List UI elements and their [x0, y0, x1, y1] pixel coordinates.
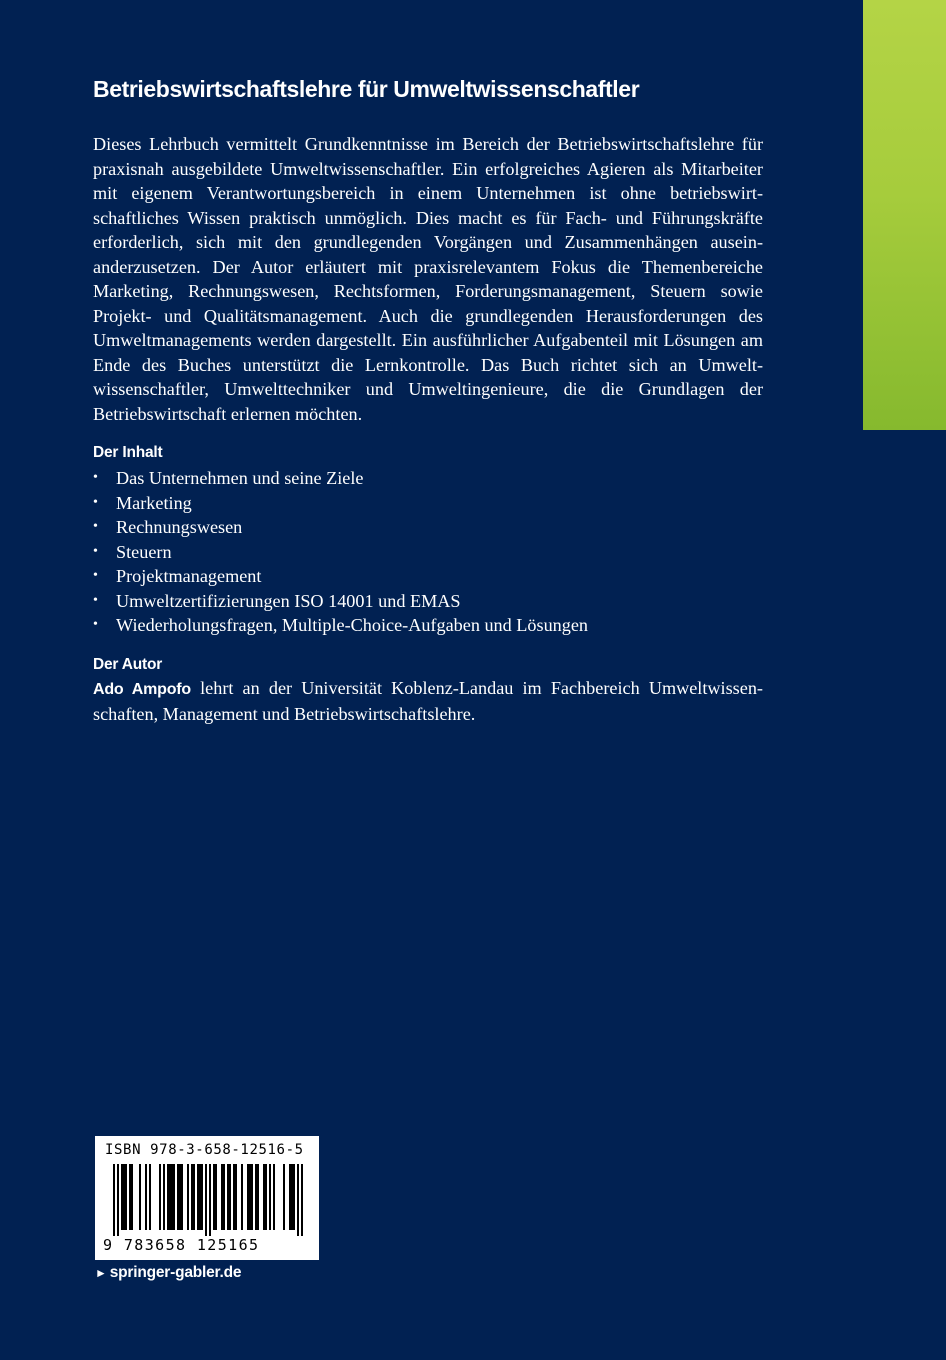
barcode-bar	[167, 1164, 169, 1230]
barcode-bar	[201, 1164, 203, 1230]
barcode-bar	[131, 1164, 133, 1230]
barcode-bar	[117, 1164, 119, 1236]
barcode-bar	[257, 1164, 259, 1230]
list-item: • Wiederholungsfragen, Multiple-Choice-Aufgaben und Lösungen	[93, 613, 763, 638]
website-url: springer-gabler.de	[109, 1264, 242, 1281]
barcode-bar	[149, 1164, 151, 1230]
list-item: • Das Unternehmen und seine Ziele	[93, 466, 763, 491]
barcode-bar	[121, 1164, 123, 1230]
barcode-bar	[289, 1164, 291, 1230]
author-paragraph	[93, 676, 763, 727]
barcode-bar	[197, 1164, 199, 1230]
barcode-bar	[265, 1164, 267, 1230]
isbn-barcode	[95, 1136, 319, 1260]
barcode-bar	[297, 1164, 299, 1236]
barcode-bar	[191, 1164, 193, 1230]
barcode-bar	[123, 1164, 125, 1230]
barcode-bar	[223, 1164, 225, 1230]
barcode-bar	[125, 1164, 127, 1230]
bullet-icon: •	[93, 494, 98, 510]
barcode-bar	[199, 1164, 201, 1230]
barcode-bar	[233, 1164, 235, 1230]
barcode-bar	[173, 1164, 175, 1230]
barcode-bar	[171, 1164, 173, 1230]
barcode-bar	[169, 1164, 171, 1230]
barcode-bar	[229, 1164, 231, 1230]
barcode-bars	[101, 1164, 313, 1236]
bullet-icon: •	[93, 519, 98, 534]
barcode-bar	[205, 1164, 207, 1236]
barcode-bar	[145, 1164, 147, 1230]
barcode-bar	[113, 1164, 115, 1236]
barcode-bar	[291, 1164, 293, 1230]
barcode-bar	[273, 1164, 275, 1230]
barcode-bar	[293, 1164, 295, 1230]
barcode-bar	[227, 1164, 229, 1230]
barcode-bar	[215, 1164, 217, 1230]
barcode-bar	[213, 1164, 215, 1230]
author-section	[93, 654, 763, 727]
barcode-bar	[249, 1164, 251, 1230]
barcode-bar	[129, 1164, 131, 1230]
green-accent-bar	[863, 0, 946, 430]
barcode-bar	[181, 1164, 183, 1230]
bullet-icon: •	[93, 592, 98, 608]
barcode-bar	[177, 1164, 179, 1230]
isbn-label: ISBN 978-3-658-12516-5	[105, 1142, 304, 1158]
barcode-bar	[209, 1164, 211, 1236]
author-bio: lehrt an der Universität Koblenz-Landau im Fachbereich Umweltwissenschaften, Management und Betriebswirtschaftslehre.	[93, 677, 763, 724]
barcode-bar	[263, 1164, 265, 1230]
bullet-icon: •	[93, 617, 98, 632]
barcode-bar	[241, 1164, 243, 1230]
barcode-bar	[235, 1164, 237, 1230]
contents-list	[93, 466, 763, 638]
description-paragraph: Dieses Lehrbuch vermittelt Grundkenntnisse im Bereich der Betriebswirtschaftslehre für praxisnah ausgebildete Umweltwissenschaftler. Ein erfolgreiches Agieren als Mitarbeiter mit eigenem Verantwortungsbereich in einem Unternehmen ist ohne betriebswirtschaftliches Wissen praktisch unmöglich. Dies macht es für Fach- und Führungskräfte erforderlich, sich mit den grundlegenden Vorgängen und Zusammenhängen auseinanderzusetzen. Der Autor erläutert mit praxisrelevantem Fokus die Themenbereiche Marketing, Rechnungswesen, Rechtsformen, Forderungsmanagement, Steuern sowie Projekt- und Qualitätsmanagement. Auch die grundlegenden Herausforderungen des Umweltmanagements werden dargestellt. Ein ausführlicher Aufgabenteil mit Lösungen am Ende des Buches unterstützt die Lernkontrolle. Das Buch richtet sich an Umweltwissenschaftler, Umwelttechniker und Umweltingenieure, die die Grundlagen der Betriebswirtschaft erlernen möchten.	[93, 134, 763, 424]
publisher-website[interactable]	[95, 1264, 241, 1282]
barcode-bar	[163, 1164, 165, 1230]
barcode-bar	[269, 1164, 271, 1230]
arrow-icon: ►	[95, 1266, 107, 1280]
barcode-bar	[179, 1164, 181, 1230]
contents-section	[93, 442, 763, 638]
bullet-icon: •	[93, 568, 98, 583]
back-cover-content	[93, 74, 763, 727]
ean-number: 9 783658 125165	[103, 1236, 260, 1254]
barcode-bar	[159, 1164, 161, 1230]
list-item: • Steuern	[93, 540, 763, 565]
list-item: • Marketing	[93, 491, 763, 516]
author-name: Ado Ampofo	[93, 680, 191, 698]
contents-heading: Der Inhalt	[93, 444, 163, 461]
barcode-bar	[221, 1164, 223, 1230]
barcode-bar	[187, 1164, 189, 1230]
barcode-bar	[301, 1164, 303, 1236]
list-item: • Projektmanagement	[93, 564, 763, 589]
bullet-icon: •	[93, 470, 98, 485]
list-item: • Rechnungswesen	[93, 515, 763, 540]
barcode-bar	[251, 1164, 253, 1230]
barcode-bar	[247, 1164, 249, 1230]
list-item: • Umweltzertifizierungen ISO 14001 und EMAS	[93, 589, 763, 614]
barcode-bar	[255, 1164, 257, 1230]
bullet-icon: •	[93, 543, 98, 559]
author-heading: Der Autor	[93, 655, 163, 673]
barcode-bar	[283, 1164, 285, 1230]
book-title: Betriebswirtschaftslehre für Umweltwissenschaftler	[93, 76, 640, 102]
barcode-bar	[193, 1164, 195, 1230]
barcode-bar	[139, 1164, 141, 1230]
